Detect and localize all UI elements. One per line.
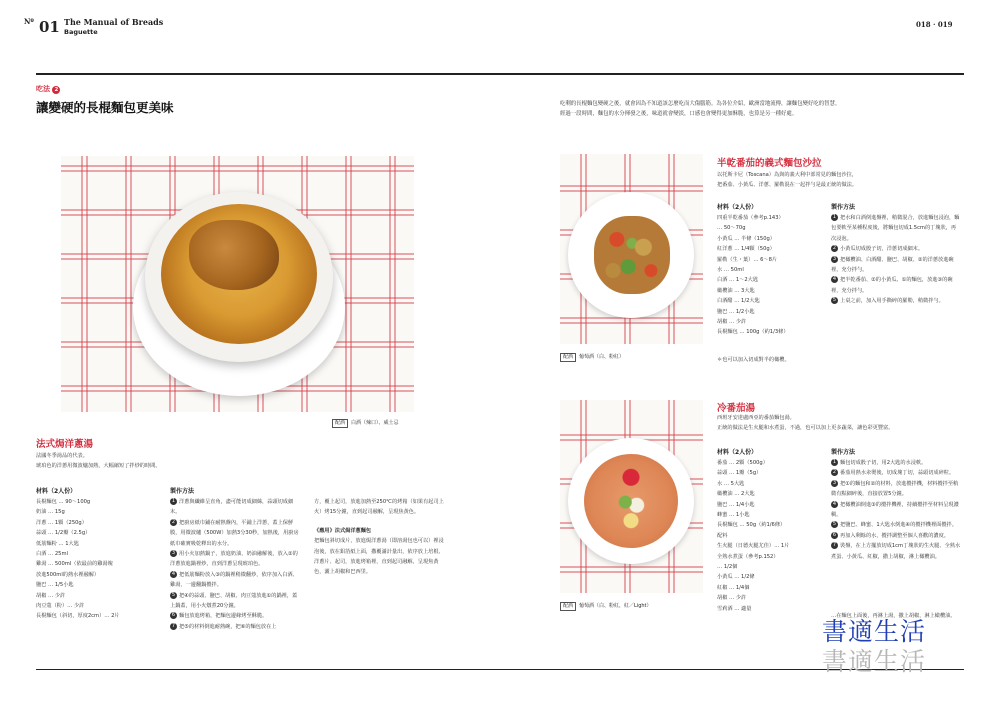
step-number: 3	[171, 550, 176, 557]
drink-chip: 配酒	[560, 602, 576, 611]
step-text: 小黃瓜切成骰子切，洋蔥切成細末。	[840, 246, 924, 253]
bread-crust	[189, 220, 279, 290]
drink-text: 葡萄酒（白、粉紅，紅／Light）	[579, 603, 652, 609]
step-text: 把①的麵包和②的材料，放進攪拌機，材料攪拌至稍微有點細碎後，直接放置5分鐘。	[831, 480, 959, 498]
method-step	[831, 520, 961, 530]
recipe-intro-onion-soup	[36, 451, 286, 472]
recipe-intro-panzanella	[717, 170, 957, 191]
method-step	[831, 479, 961, 500]
step-text: 把④的蒜頭、鹽巴、胡椒、肉豆蔻放進①的鍋裡，蓋上鍋蓋，用小火燉煮20分鐘。	[170, 592, 298, 610]
method-continued	[314, 497, 444, 578]
eat-number-badge	[52, 86, 60, 94]
drink-gazpacho	[560, 602, 652, 611]
step-text: 把低筋麵粉放入③的鍋裡稍微翻炒，依序加入白酒、雞湯，一邊翻鍋攪拌。	[170, 571, 298, 589]
method-head: 製作方法	[831, 449, 856, 456]
step-number: 7	[171, 622, 176, 629]
material-item: 雞湯 … 500ml（依最前的雞湯塊	[36, 561, 113, 568]
material-item: 奶油 … 15g	[36, 509, 65, 516]
material-item: 蒜頭 … 1瓣（5g）	[717, 470, 762, 477]
step-number: 7	[832, 542, 837, 549]
materials-head: 材料（2人份）	[717, 449, 758, 456]
method-step	[831, 468, 961, 478]
method-step	[831, 458, 961, 468]
book-subtitle: Baguette	[64, 28, 98, 36]
material-item: 蒜頭 … 1/2瓣（2.5g）	[36, 530, 91, 537]
method-continued-text: 方，覆上起司，放進加熱至250℃的烤箱（如果有起司上火）烤15分鐘，直到起司融解，呈現焦黃色。	[314, 499, 444, 516]
method-head: 製作方法	[170, 488, 195, 495]
material-item: 胡椒 … 少許	[717, 595, 747, 602]
step-text: 把橄欖油、白酒醋、鹽巴、胡椒、②的洋蔥放進碗裡，充分拌勻。	[831, 256, 954, 274]
material-item: 低筋麵粉 … 1大匙	[36, 540, 79, 547]
step-number: 1	[832, 459, 837, 465]
intro-line: 法國冬季湯品的代表。	[36, 453, 88, 459]
drink-text: 葡萄酒（白、粉紅）	[579, 354, 625, 360]
step-text: 裝盤，在上方擺放切成1cm丁塊狀的生火腿、全熟水煮蛋、小黃瓜、紅椒，撒上胡椒，淋上橄欖油。	[831, 543, 961, 560]
method-step	[831, 213, 961, 244]
panzanella-photo	[560, 154, 703, 344]
eat-method-label	[36, 84, 60, 94]
materials-head: 材料（2人份）	[36, 488, 77, 495]
step-text: 洋蔥與纖維呈直角，盡可能切成細絲，蒜頭切成細末。	[170, 499, 294, 516]
step-number: 5	[832, 521, 837, 528]
page-numbers: 018 · 019	[916, 20, 953, 29]
method-step	[170, 549, 300, 570]
step-number: 1	[832, 214, 837, 220]
onion-soup-photo	[61, 156, 414, 412]
material-item: 小黃瓜 … 1/2條	[717, 574, 755, 581]
application-head: 《應用》法式焗洋蔥麵包	[314, 527, 372, 534]
step-number: 2	[171, 518, 176, 525]
recipe-intro-gazpacho	[717, 413, 962, 434]
method-step	[831, 541, 961, 562]
drink-chip: 配酒	[332, 419, 348, 428]
material-item: 羅勒（生・葉）… 6～8片	[717, 256, 778, 263]
header-rule	[36, 73, 964, 75]
intro-line: 琥珀色的洋蔥用微波爐加熱，大幅縮短了拌炒的時間。	[36, 463, 161, 470]
right-intro	[560, 99, 960, 120]
material-item: 洋蔥 … 1顆（250g）	[36, 519, 87, 526]
material-item: 長棍麵包 … 100g（約1/3條）	[717, 329, 789, 336]
issue-no-value: 01	[39, 18, 60, 36]
material-item: 放進500ml的熱水裡融解）	[36, 571, 100, 578]
material-item: 紅椒 … 1/4個	[717, 584, 750, 591]
step-text: 麵包切成骰子切，用2大匙的水浸軟。	[840, 460, 927, 466]
material-item: 水 … 5大匙	[717, 480, 745, 487]
watermark-blue: 書適生活	[822, 617, 927, 646]
material-item: 鹽巴 … 1/2小匙	[717, 308, 755, 315]
material-item: … 50～70g	[717, 225, 746, 232]
step-number: 5	[171, 591, 176, 598]
method-step	[170, 570, 300, 591]
watermark-gray: 書適生活	[822, 647, 927, 676]
application-text: 把麵包斜切成片，放進焗洋蔥湯（即溶湯包也可以）裡浸泡後，放在鋁箔紙上面，撒覆滿計量出，依序放上培根、洋蔥片、起司，放進烤箱裡，直到起司融解，呈現焦黃色，灑上胡椒和巴西里。	[314, 538, 444, 576]
page-heading: 讓變硬的長棍麵包更美味	[36, 100, 174, 115]
recipe-title-gazpacho: 冷番茄湯	[717, 403, 756, 414]
eat-number: 2	[54, 87, 59, 93]
eat-label: 吃法	[36, 85, 50, 93]
step-number: 6	[832, 531, 837, 538]
material-item: 長棍麵包 … 90～100g	[36, 499, 91, 505]
method-step	[170, 622, 300, 632]
step-number: 4	[832, 500, 837, 507]
recipe-title-panzanella: 半乾番茄的義式麵包沙拉	[717, 158, 822, 169]
material-item: 胡椒 … 少許	[717, 319, 747, 326]
method-step	[831, 296, 961, 306]
method-step	[170, 591, 300, 612]
step-text: 再加入剩餘的水，攪拌調整至個人喜歡的濃度。	[840, 532, 949, 539]
method-step	[831, 500, 961, 521]
book-title: The Manual of Breads	[64, 17, 164, 27]
step-text: 把水和白酒倒進盤裡，稍微混合，放進麵包浸泡，麵包要軟至某種程度後，將麵包切成1.5cm的丁塊狀，再次浸泡。	[831, 215, 960, 242]
step-number: 4	[171, 570, 176, 577]
gazpacho-photo	[560, 400, 703, 593]
recipe-title-onion-soup: 法式焗洋蔥湯	[36, 439, 94, 450]
intro-line: 以托斯卡尼（Toscana）為與的義大利中部常見的麵包沙拉，	[717, 172, 857, 178]
step-number: 2	[832, 469, 837, 476]
intro-line: 正統的做法是生火腿和水煮蛋，不過，也可以加上更多蔬菜，讓色彩更豐富。	[717, 425, 894, 432]
header-no	[24, 17, 60, 36]
step-text: 把⑤的材料倒進耐熱碗，把⑥的麵包放在上	[179, 623, 277, 630]
method-step	[831, 244, 961, 254]
material-item: 配料	[717, 532, 728, 539]
intro-line: 西班牙安達盧西亞的番茄麵包湯。	[717, 415, 795, 421]
drink-text: 白酒（辣口）、威士忌	[351, 420, 399, 426]
panzanella-salad	[594, 216, 670, 294]
material-item: 鹽巴 … 1/4小匙	[717, 501, 755, 508]
material-item: … 1/2個	[717, 564, 738, 571]
method-step	[170, 611, 300, 621]
material-item: 長棍麵包（斜切，厚度2cm）… 2片	[36, 613, 120, 620]
method-head: 製作方法	[831, 204, 856, 211]
panzanella-note: ＊也可以加入切成對半的橄欖。	[717, 357, 790, 363]
method-step	[831, 531, 961, 541]
material-item: 小黃瓜 … 半條（150g）	[717, 235, 775, 242]
step-number: 6	[171, 612, 176, 619]
materials-panzanella	[717, 203, 822, 338]
materials-head: 材料（2人份）	[717, 204, 758, 211]
issue-no-label: Nº	[24, 17, 34, 26]
material-item: 雪莉酒 … 適量	[717, 605, 752, 612]
material-item: 鹽巴 … 1/5小匙	[36, 582, 74, 589]
step-text: 用小火加熱鍋子，放進奶油，奶油融解後，放入②的洋蔥放進鍋裡炒，直到洋蔥呈現琥珀色。	[170, 551, 298, 568]
right-intro-line: 經過一段時間，麵包的水分揮發之後，味道就會變淡，口感也會變得更加酥脆，也算是另一種好處。	[560, 111, 798, 118]
material-item: 生火腿（日德火腿尤佳）… 1片	[717, 543, 790, 550]
step-text: 把橄欖油倒進③的攪拌機裡，持續攪拌至材料呈現濃稠。	[831, 501, 959, 519]
material-item: 全熟水煮蛋（參考p.152）	[717, 553, 779, 560]
method-step	[170, 497, 300, 518]
material-item: 四重半乾番茄（參考p.143）	[717, 215, 784, 221]
material-item: 胡椒 … 少許	[36, 592, 66, 599]
step-number: 5	[832, 297, 837, 304]
material-item: 橄欖油 … 2大匙	[717, 491, 755, 498]
material-item: 橄欖油 … 3大匙	[717, 287, 755, 294]
material-item: 紅洋蔥 … 1/4顆（50g）	[717, 246, 775, 253]
method-gazpacho	[831, 448, 961, 562]
step-number: 1	[171, 498, 176, 504]
intro-line: 把番茄、小黃瓜、洋蔥、羅勒混在一起拌勻是最正統的做法。	[717, 182, 858, 189]
gazpacho-garnish	[612, 468, 650, 530]
material-item: 番茄 … 2顆（500g）	[717, 460, 768, 466]
step-number: 2	[832, 245, 837, 252]
step-text: 把鹽巴、蜂蜜、1大匙水倒進④的攪拌機裡面攪拌。	[840, 522, 957, 529]
material-item: 長棍麵包 … 50g（約1/6條）	[717, 522, 786, 529]
material-item: 白酒醋 … 1/2大匙	[717, 298, 760, 305]
method-onion-soup	[170, 487, 300, 632]
materials-gazpacho	[717, 448, 822, 614]
step-text: 番茄用熱水汆燙後，切成塊丁切，蒜頭切成碎粒。	[840, 470, 955, 477]
step-number: 4	[832, 276, 837, 283]
material-item: 白酒 … 1～2大匙	[717, 277, 759, 284]
materials-onion-soup	[36, 487, 156, 622]
method-panzanella	[831, 203, 961, 307]
gazpacho-tail: …在麵包上面後，再淋上湯，撒上胡椒，淋上橄欖油。	[831, 613, 956, 619]
material-item: 蜂蜜 … 1小匙	[717, 512, 750, 519]
step-number: 3	[832, 479, 837, 486]
right-intro-line: 吃剩的長棍麵包變硬之後，就會因為不知道該怎麼吃而大傷腦筋。為各位介紹，歐洲當地流傳，讓麵包變好吃的智慧。	[560, 101, 841, 107]
method-step	[170, 518, 300, 549]
step-text: 把半乾番茄、②的小黃瓜、①的麵包，放進③的碗裡，充分拌勻。	[831, 277, 953, 294]
step-text: 麵包放進烤箱，把麵包邊緣烤至酥脆。	[179, 613, 268, 620]
material-item: 肉豆蔻（粉）… 少許	[36, 603, 85, 610]
method-step	[831, 255, 961, 276]
photo-caption-left	[332, 419, 399, 428]
material-item: 水 … 50ml	[717, 267, 744, 274]
step-number: 3	[832, 255, 837, 262]
spacer	[314, 518, 444, 526]
step-text: 上桌之前，加入用手撕碎的羅勒，稍微拌勻。	[840, 298, 944, 305]
method-step	[831, 275, 961, 296]
drink-chip: 配酒	[560, 353, 576, 362]
drink-panzanella	[560, 353, 624, 362]
step-text: 把廚房紙巾鋪在耐熱盤內，平鋪上洋蔥，蓋上保鮮膜，用微波爐（500W）加熱3分30秒，加熱後，用廚房紙巾確實吸乾釋出的水分。	[170, 519, 299, 547]
material-item: 白酒 … 25ml	[36, 551, 68, 558]
